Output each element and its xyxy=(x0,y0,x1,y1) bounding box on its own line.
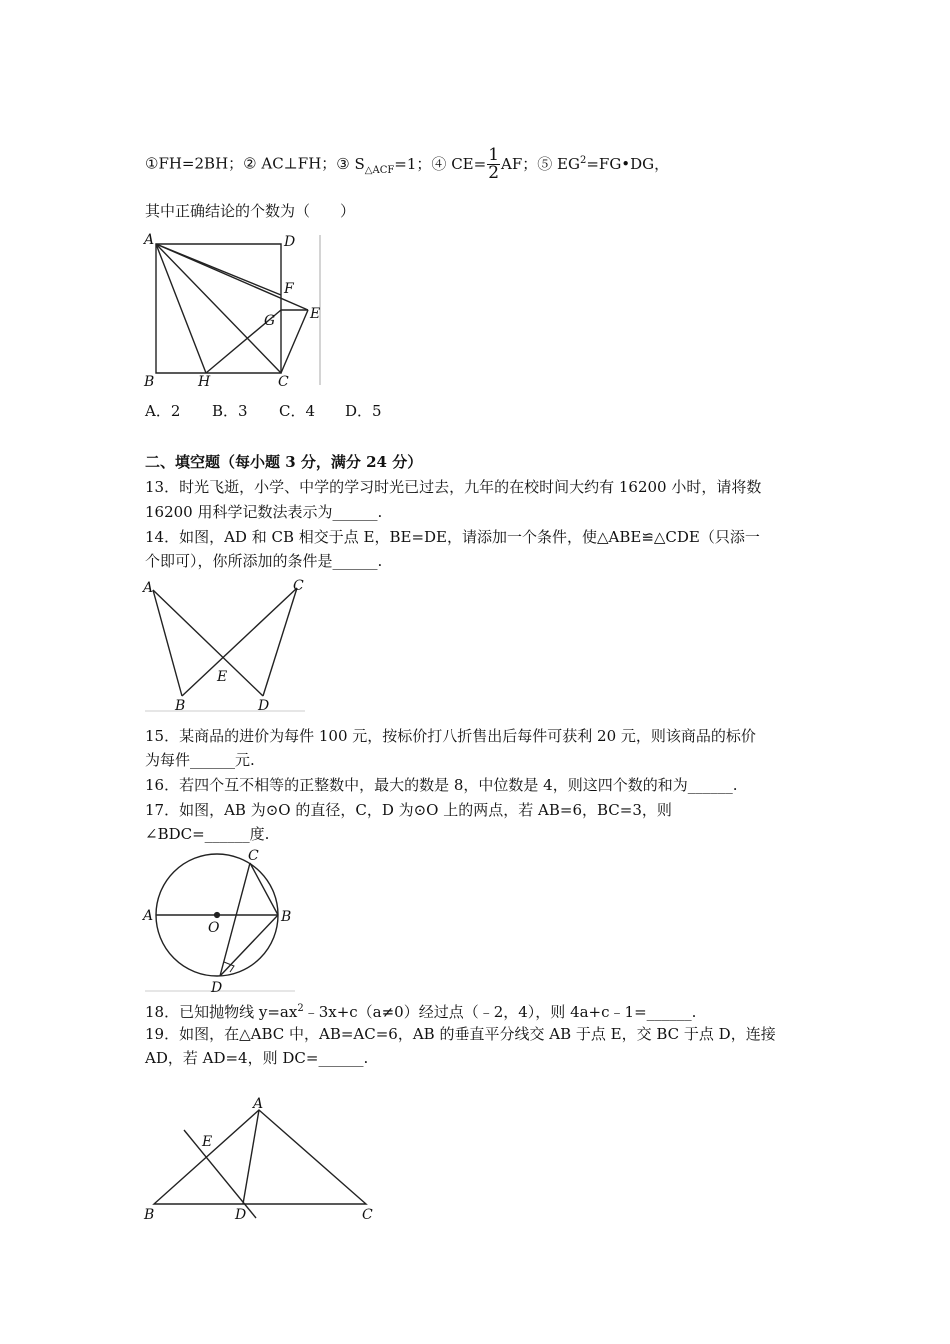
q12-conclusion-3: ③ $S_{\triangle ACF}=1$； xyxy=(336,154,432,176)
fraction-one-half: $\frac{1}{2}$ xyxy=(488,145,500,183)
q12-label-d: D xyxy=(284,234,296,250)
q16-line-1: 16．若四个互不相等的正整数中，最大的数是 8，中位数是 4，则这四个数的和为______. xyxy=(145,776,738,794)
q17-figure xyxy=(140,846,300,996)
q14-label-a: A xyxy=(143,580,154,596)
q14-figure xyxy=(140,578,310,718)
q12-conclusions xyxy=(145,147,669,182)
q19-label-a: A xyxy=(253,1096,264,1112)
q12-conclusion-1: ①FH=2BH； xyxy=(145,154,244,173)
q17-label-o: O xyxy=(208,920,220,936)
q15-line-1: 15．某商品的进价为每件 100 元，按标价打八折售出后每件可获利 20 元，则该商品的标价 xyxy=(145,727,756,745)
q17-label-a: A xyxy=(143,908,154,924)
q12-label-c: C xyxy=(278,374,289,390)
q12-prompt: 其中正确结论的个数为（ ） xyxy=(145,202,356,220)
q19-label-b: B xyxy=(144,1207,155,1223)
q19-label-e: E xyxy=(202,1134,213,1150)
q14-label-c: C xyxy=(293,578,304,594)
q14-line-1: 14．如图，AD 和 CB 相交于点 E，BE=DE，请添加一个条件，使△ABE≌△CDE（只添一 xyxy=(145,528,760,546)
q12-conclusion-5: ⑤ $EG^2=FG•DG$， xyxy=(537,154,670,173)
q19-label-d: D xyxy=(235,1207,247,1223)
q14-label-b: B xyxy=(175,698,186,714)
q14-label-e: E xyxy=(217,669,228,685)
q19-line-1: 19．如图，在△ABC 中，AB=AC=6，AB 的垂直平分线交 AB 于点 E，交 BC 于点 D，连接 xyxy=(145,1025,776,1043)
q14-label-d: D xyxy=(258,698,270,714)
q12-option-a[interactable]: A．2 xyxy=(145,402,181,420)
q17-segment-cb xyxy=(250,863,278,915)
q12-conclusion-2: ② AC⊥FH； xyxy=(243,154,337,173)
q14-line-2: 个即可），你所添加的条件是______. xyxy=(145,552,383,570)
q14-segment-ab xyxy=(153,590,182,696)
q12-option-d[interactable]: D．5 xyxy=(345,402,382,420)
q17-line-1: 17．如图，AB 为⊙O 的直径，C，D 为⊙O 上的两点，若 AB=6，BC=3，则 xyxy=(145,801,672,819)
q13-line-2: 16200 用科学记数法表示为______. xyxy=(145,503,383,521)
q19-segment-ad xyxy=(243,1110,259,1204)
section-2-title: 二、填空题（每小题 3 分，满分 24 分） xyxy=(145,453,423,471)
q12-segment-ce xyxy=(281,310,308,373)
q17-label-d: D xyxy=(211,980,223,996)
q12-options xyxy=(145,401,382,421)
q12-label-f: F xyxy=(284,281,294,297)
q19-perpendicular-bisector xyxy=(184,1130,256,1218)
q19-triangle-abc xyxy=(154,1110,366,1204)
q18-line: 18．已知抛物线 $y=ax^2﹣3x+c(a\ne 0)$经过点（﹣2，4），则 4a+c﹣1=______. xyxy=(145,1003,697,1021)
q12-label-e: E xyxy=(310,306,321,322)
q12-option-b[interactable]: B．3 xyxy=(212,402,248,420)
q12-label-g: G xyxy=(264,313,276,329)
q19-label-c: C xyxy=(362,1207,373,1223)
q12-label-b: B xyxy=(144,374,155,390)
q17-segment-cd xyxy=(220,863,250,976)
q15-line-2: 为每件______元. xyxy=(145,751,255,769)
q19-figure xyxy=(140,1094,380,1224)
q13-line-1: 13．时光飞逝，小学、中学的学习时光已过去，九年的在校时间大约有 16200 小时，请将数 xyxy=(145,478,762,496)
q12-figure xyxy=(140,230,340,390)
q12-option-c[interactable]: C．4 xyxy=(279,402,316,420)
q17-label-c: C xyxy=(248,848,259,864)
q17-label-b: B xyxy=(281,909,292,925)
q12-label-h: H xyxy=(198,374,211,390)
q14-segment-ad xyxy=(153,590,263,696)
q12-conclusion-4: ④ CE= $\frac{1}{2}$ AF； xyxy=(431,145,538,183)
q12-label-a: A xyxy=(144,232,155,248)
q17-center-dot xyxy=(215,913,220,918)
q19-line-2: AD，若 AD=4，则 DC=______. xyxy=(145,1049,369,1067)
q17-line-2: ∠BDC=______度. xyxy=(145,825,270,843)
q12-segment-ae xyxy=(156,244,308,310)
q12-segment-ah xyxy=(156,244,206,373)
q12-segment-ac xyxy=(156,244,281,373)
